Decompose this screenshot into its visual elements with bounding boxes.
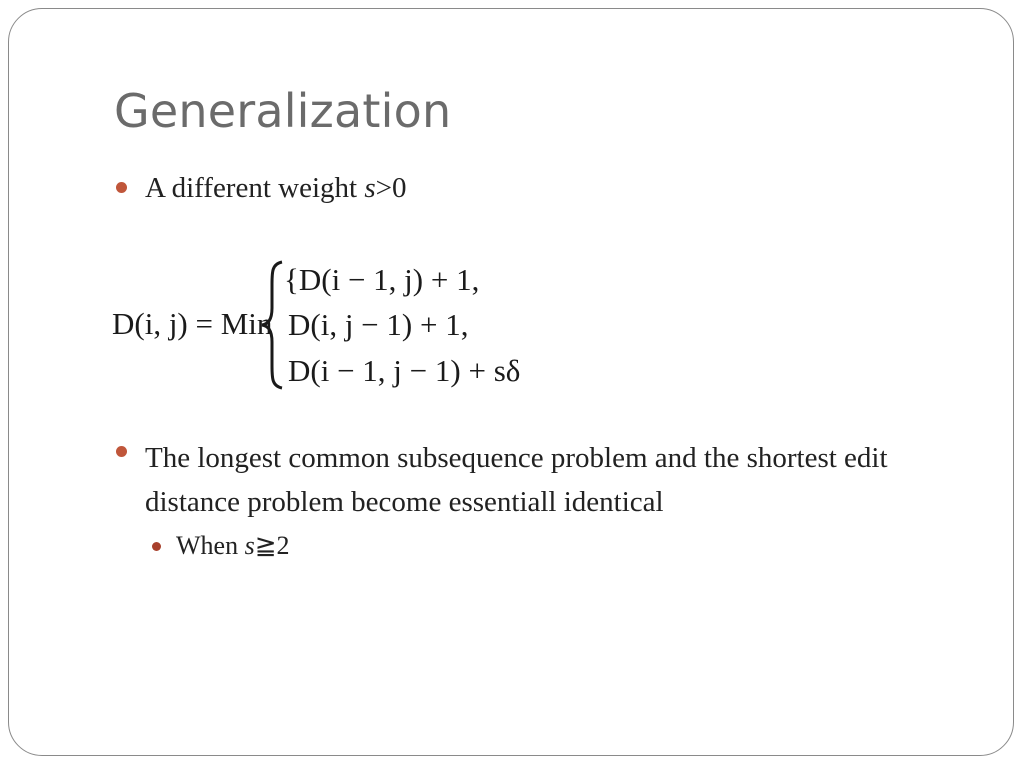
formula-line-1: {D(i − 1, j) + 1,: [284, 262, 480, 297]
sub-bullet-prefix: When: [176, 531, 245, 560]
slide-title: Generalization: [114, 84, 452, 138]
bullet-weight-suffix: >0: [375, 172, 407, 204]
formula-line-2: D(i, j − 1) + 1,: [288, 307, 469, 342]
bullet-weight-var: s: [364, 172, 376, 204]
sub-bullet-dot: [152, 542, 161, 551]
sub-bullet-suffix: ≧2: [254, 531, 290, 560]
sub-bullet-var: s: [244, 531, 255, 560]
recurrence-formula: [112, 250, 532, 400]
bullet-weight-prefix: A different weight: [145, 172, 365, 204]
formula-lhs: D(i, j) = Min: [112, 306, 273, 341]
formula-line-3: D(i − 1, j − 1) + sδ: [288, 353, 521, 388]
sub-bullet-when: [176, 531, 290, 561]
bullet-weight: [145, 172, 406, 205]
bullet-lcs: The longest common subsequence problem and the shortest edit distance problem become essentiall identical: [145, 442, 888, 518]
bullet-dot: [116, 446, 127, 457]
bullet-dot: [116, 182, 127, 193]
